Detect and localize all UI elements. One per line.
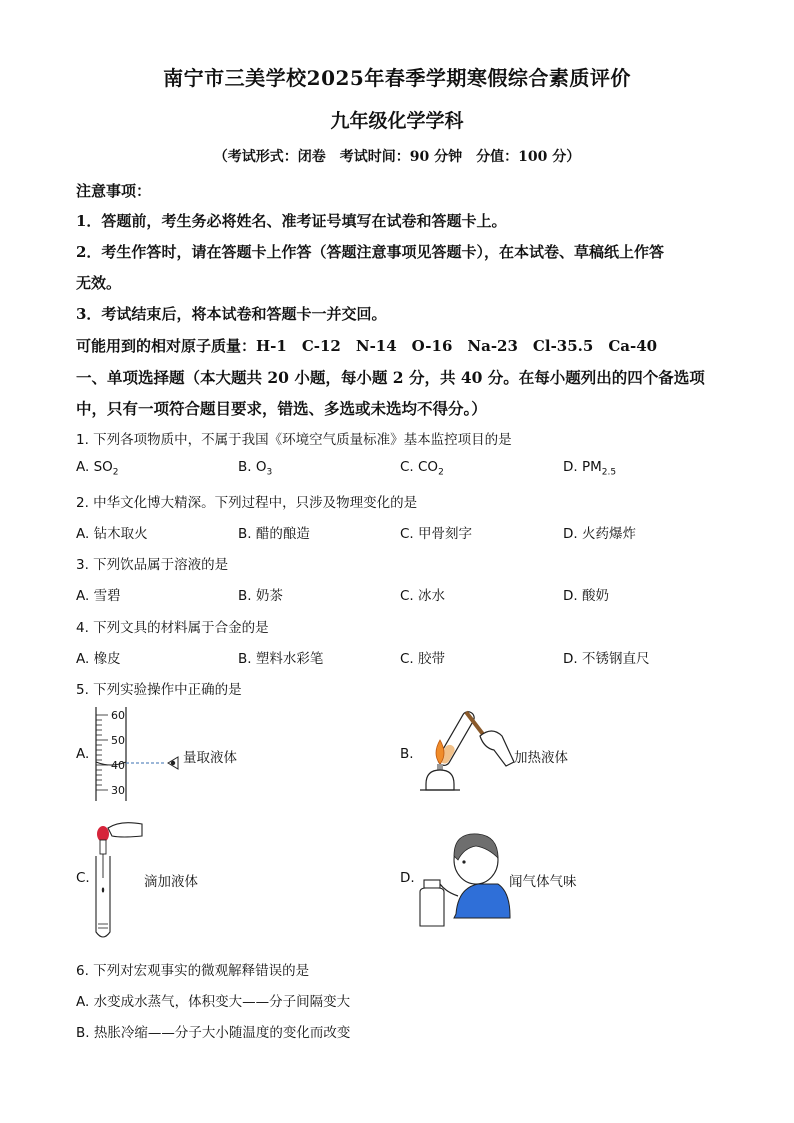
option: A. 橡皮 xyxy=(76,651,121,667)
smelling-gas-figure xyxy=(418,826,512,930)
figure-label: 滴加液体 xyxy=(144,874,198,890)
option: A. 水变成水蒸气，体积变大——分子间隔变大 xyxy=(76,994,351,1010)
question-stem: 4. 下列文具的材料属于合金的是 xyxy=(76,620,269,636)
eye-icon xyxy=(168,757,178,769)
note-line: 1．答题前，考生务必将姓名、准考证号填写在试卷和答题卡上。 xyxy=(76,212,507,230)
option: C. $CO_2$ xyxy=(400,459,444,478)
figure-letter: A. xyxy=(76,746,90,762)
option: B. 醋的酿造 xyxy=(238,526,310,542)
tick-label: 30 xyxy=(111,784,125,797)
question-stem: 3. 下列饮品属于溶液的是 xyxy=(76,557,229,573)
note-line: 3．考试结束后，将本试卷和答题卡一并交回。 xyxy=(76,305,387,323)
figure-label: 加热液体 xyxy=(514,750,568,766)
section-heading: 一、单项选择题（本大题共 20 小题，每小题 2 分，共 40 分。在每小题列出的四个备选项 xyxy=(76,368,705,387)
note-line: 2．考生作答时，请在答题卡上作答（答题注意事项见答题卡），在本试卷、草稿纸上作答 xyxy=(76,243,664,261)
figure-letter: C. xyxy=(76,870,90,886)
graduated-cylinder-figure xyxy=(88,705,198,803)
figure-label: 闻气体气味 xyxy=(509,874,577,890)
question-stem: 5. 下列实验操作中正确的是 xyxy=(76,682,242,698)
figure-letter: B. xyxy=(400,746,414,762)
option: A. 雪碧 xyxy=(76,588,121,604)
option: C. 甲骨刻字 xyxy=(400,526,473,542)
option: D. $PM_{2.5}$ xyxy=(563,459,617,478)
atomic-masses: 可能用到的相对原子质量：H-1 C-12 N-14 O-16 Na-23 Cl-35.5 Ca-40 xyxy=(76,337,658,355)
option: A. $SO_2$ xyxy=(76,459,119,478)
heating-liquid-figure xyxy=(418,706,518,800)
option: C. 胶带 xyxy=(400,651,446,667)
exam-info: （考试形式：闭卷 考试时间：90 分钟 分值：100 分） xyxy=(213,149,581,165)
figure-label: 量取液体 xyxy=(183,750,237,766)
note-line: 无效。 xyxy=(76,274,122,292)
tick-label: 50 xyxy=(111,734,125,747)
dropper-figure xyxy=(88,816,148,944)
page-title: 南宁市三美学校2025年春季学期寒假综合素质评价 xyxy=(163,66,631,90)
option: B. $O_3$ xyxy=(238,459,273,478)
tick-label: 40 xyxy=(111,759,125,772)
question-stem: 6. 下列对宏观事实的微观解释错误的是 xyxy=(76,963,310,979)
section-heading-cont: 中，只有一项符合题目要求，错选、多选或未选均不得分。） xyxy=(76,399,487,418)
tick-label: 60 xyxy=(111,709,125,722)
option: B. 热胀冷缩——分子大小随温度的变化而改变 xyxy=(76,1025,351,1041)
option: C. 冰水 xyxy=(400,588,446,604)
page-subtitle: 九年级化学学科 xyxy=(330,110,464,132)
figure-letter: D. xyxy=(400,870,415,886)
option: A. 钻木取火 xyxy=(76,526,148,542)
option: D. 不锈钢直尺 xyxy=(563,651,650,667)
question-stem: 2. 中华文化博大精深。下列过程中，只涉及物理变化的是 xyxy=(76,495,418,511)
option: B. 奶茶 xyxy=(238,588,283,604)
option: B. 塑料水彩笔 xyxy=(238,651,324,667)
notes-heading: 注意事项： xyxy=(76,182,152,200)
option: D. 酸奶 xyxy=(563,588,609,604)
option: D. 火药爆炸 xyxy=(563,526,636,542)
question-stem: 1. 下列各项物质中，不属于我国《环境空气质量标准》基本监控项目的是 xyxy=(76,432,512,448)
